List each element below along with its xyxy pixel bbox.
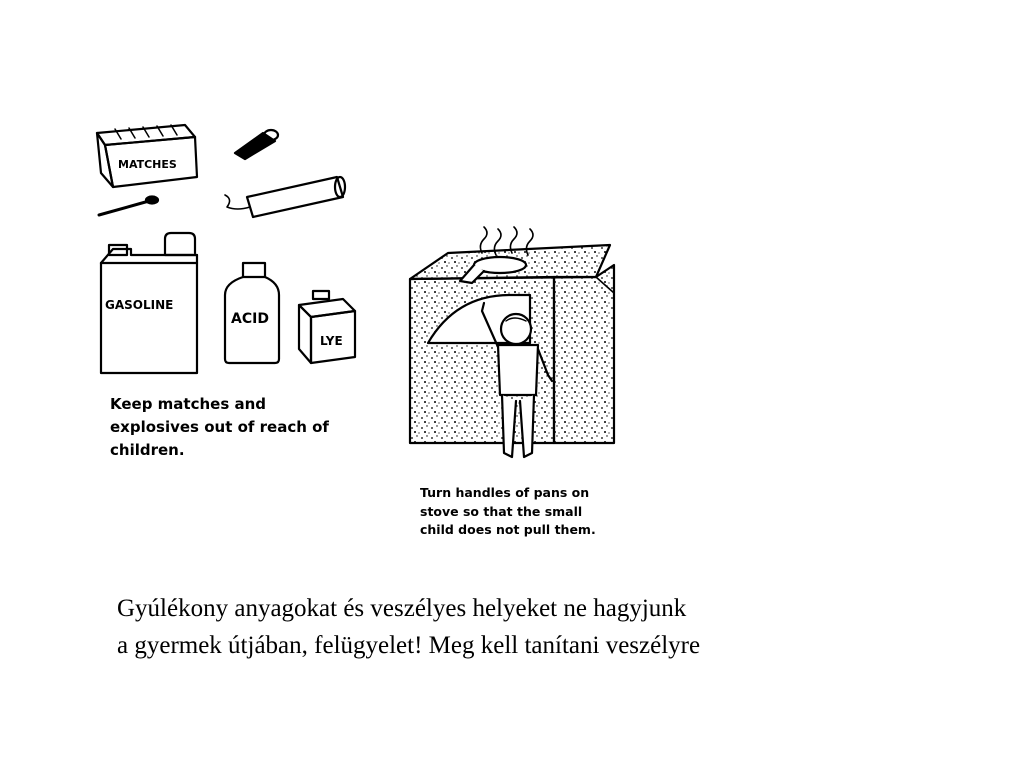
- counter-side: [554, 265, 614, 443]
- gasoline-label: GASOLINE: [105, 298, 174, 312]
- matchbox-icon: [97, 125, 197, 187]
- right-illustration-caption: [420, 484, 596, 540]
- matches-label: MATCHES: [118, 158, 177, 171]
- hazardous-items-illustration: [85, 115, 385, 375]
- child-at-stove-illustration: [400, 225, 620, 475]
- right-caption-line-3: child does not pull them.: [420, 522, 596, 537]
- acid-label: ACID: [231, 311, 269, 327]
- left-caption-line-1: Keep matches and: [110, 395, 267, 413]
- left-illustration-caption: [110, 393, 329, 462]
- acid-bottle-icon: [225, 263, 279, 363]
- bullet-icon: [235, 130, 278, 159]
- main-text-line-1: Gyúlékony anyagokat és veszélyes helyeket ne hagyjunk: [117, 595, 687, 622]
- match-stick-icon: [99, 197, 158, 216]
- right-caption-line-1: Turn handles of pans on: [420, 485, 590, 500]
- dynamite-icon: [225, 177, 345, 217]
- gasoline-can-icon: [101, 233, 197, 373]
- left-caption-line-2: explosives out of reach of: [110, 418, 329, 436]
- right-caption-line-2: stove so that the small: [420, 503, 583, 519]
- lye-box-icon: [299, 291, 355, 363]
- lye-label: LYE: [320, 334, 343, 348]
- main-text-line-2: a gyermek útjában, felügyelet! Meg kell tanítani veszélyre: [117, 632, 701, 659]
- left-caption-line-3: children.: [110, 441, 185, 459]
- main-text: [117, 590, 700, 664]
